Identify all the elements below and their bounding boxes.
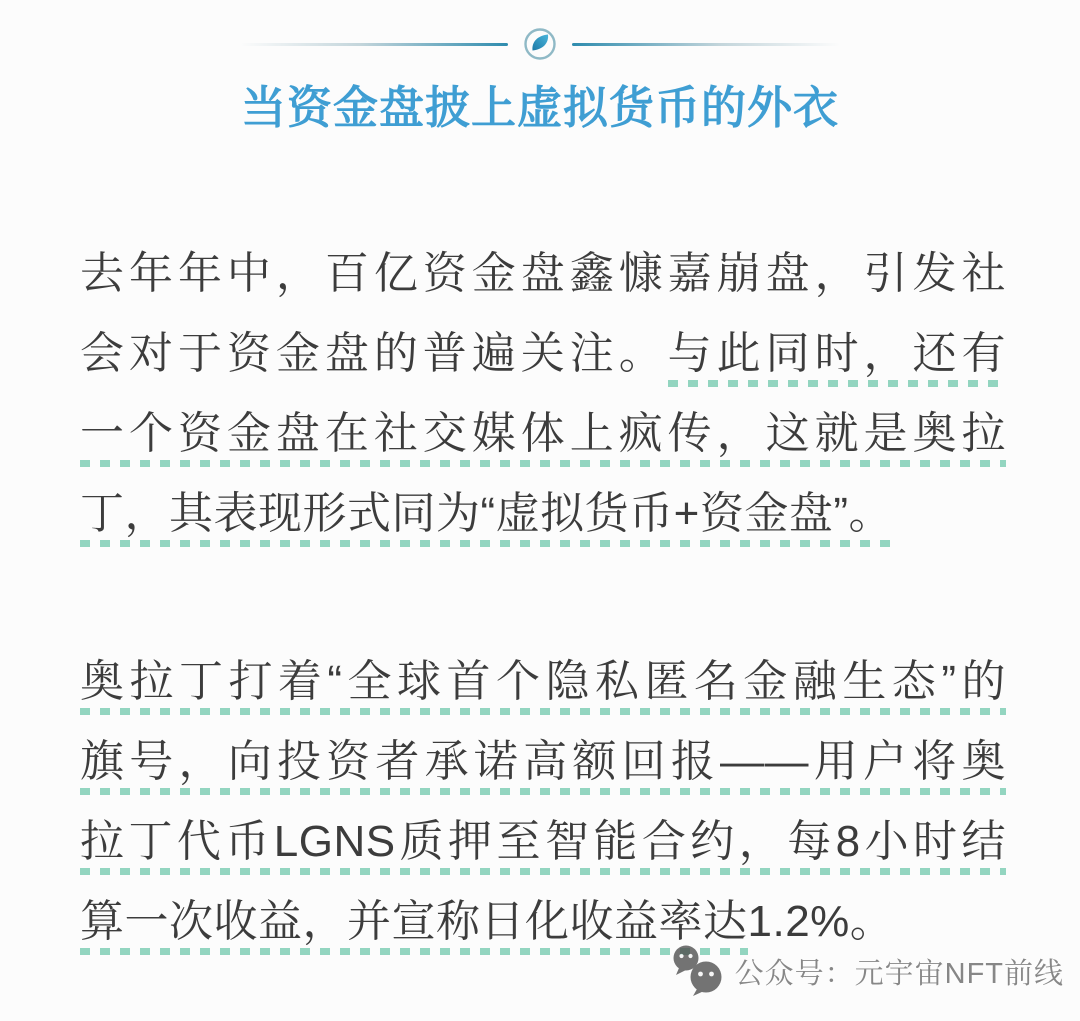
section-divider <box>0 24 1080 64</box>
text-segment: 1.2%。 <box>747 897 895 946</box>
text-line <box>80 314 1006 394</box>
paragraph-1 <box>0 234 1080 554</box>
text-line <box>80 722 1006 802</box>
text-line <box>80 802 1006 882</box>
underlined-text: 奥拉丁打着“全球首个隐私匿名金融生态”的 <box>80 657 1006 715</box>
watermark <box>671 944 1064 998</box>
divider-line-left <box>240 43 508 46</box>
underlined-text: 旗号，向投资者承诺高额回报——用户将奥 <box>80 737 1006 795</box>
leaf-icon <box>523 27 557 61</box>
underlined-text: 与此同时，还有 <box>668 329 1006 387</box>
text-line <box>80 642 1006 722</box>
underlined-text: 拉丁代币LGNS质押至智能合约，每8小时结 <box>80 817 1006 875</box>
underlined-text: 丁，其表现形式同为“虚拟货币+资金盘”。 <box>80 489 893 547</box>
underlined-text: 一个资金盘在社交媒体上疯传，这就是奥拉 <box>80 409 1006 467</box>
text-line <box>80 234 1006 314</box>
divider-line-right <box>572 43 840 46</box>
paragraph-2 <box>0 642 1080 962</box>
article-page <box>0 24 1080 1021</box>
text-segment: 去年年中，百亿资金盘鑫慷嘉崩盘，引发社 <box>80 249 1006 298</box>
watermark-text: 公众号：元宇宙NFT前线 <box>734 957 1064 990</box>
article-title: 当资金盘披上虚拟货币的外衣 <box>240 82 839 133</box>
wechat-icon <box>671 944 725 998</box>
text-line <box>80 394 1006 474</box>
text-line <box>80 474 1006 554</box>
underlined-text: 算一次收益，并宣称日化收益率达 <box>80 897 748 955</box>
text-segment: 会对于资金盘的普遍关注。 <box>80 329 668 378</box>
